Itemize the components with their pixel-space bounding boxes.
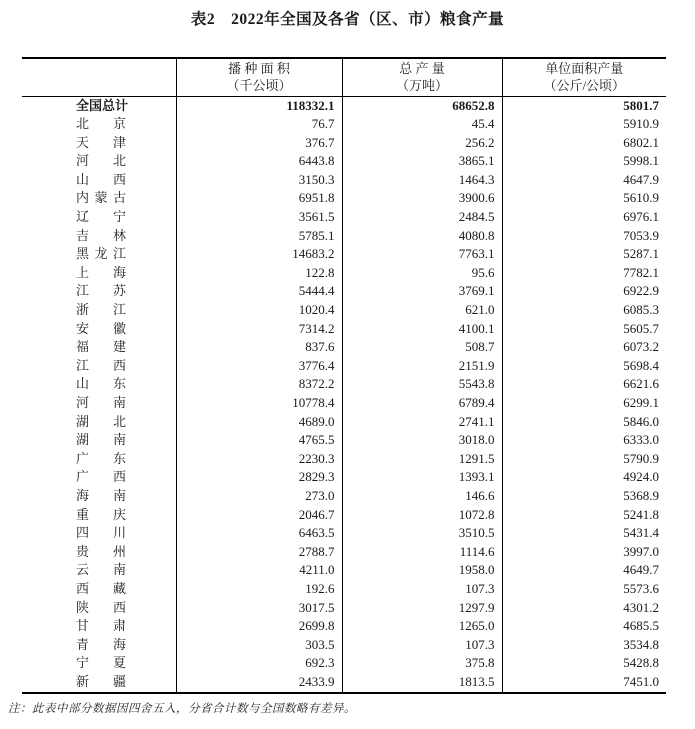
table-header — [22, 58, 666, 96]
value-cell: 303.5 — [176, 636, 342, 655]
region-cell — [22, 450, 176, 469]
value-cell: 5543.8 — [342, 375, 502, 394]
value-cell: 7763.1 — [342, 245, 502, 264]
table-row — [22, 96, 666, 115]
value-cell: 3776.4 — [176, 357, 342, 376]
value-cell: 5998.1 — [502, 152, 666, 171]
value-cell: 5846.0 — [502, 413, 666, 432]
region-cell — [22, 617, 176, 636]
value-cell: 621.0 — [342, 301, 502, 320]
region-cell — [22, 208, 176, 227]
region-name: 青海 — [76, 636, 126, 652]
value-cell: 6922.9 — [502, 282, 666, 301]
value-cell: 122.8 — [176, 264, 342, 283]
value-cell: 508.7 — [342, 338, 502, 357]
region-name: 内蒙古 — [76, 190, 126, 206]
value-cell: 5428.8 — [502, 654, 666, 673]
value-cell: 3900.6 — [342, 189, 502, 208]
region-cell — [22, 134, 176, 153]
value-cell: 5610.9 — [502, 189, 666, 208]
value-cell: 692.3 — [176, 654, 342, 673]
value-cell: 256.2 — [342, 134, 502, 153]
table-row — [22, 282, 666, 301]
table-row — [22, 636, 666, 655]
value-cell: 837.6 — [176, 338, 342, 357]
table-row — [22, 301, 666, 320]
value-cell: 6802.1 — [502, 134, 666, 153]
region-cell — [22, 264, 176, 283]
table-row — [22, 580, 666, 599]
value-cell: 1291.5 — [342, 450, 502, 469]
value-cell: 2484.5 — [342, 208, 502, 227]
table-row — [22, 264, 666, 283]
value-cell: 4301.2 — [502, 599, 666, 618]
value-cell: 4689.0 — [176, 413, 342, 432]
region-name: 全国总计 — [76, 97, 129, 113]
value-cell: 2788.7 — [176, 543, 342, 562]
table-row — [22, 654, 666, 673]
region-cell — [22, 599, 176, 618]
region-cell — [22, 96, 176, 115]
table-row — [22, 599, 666, 618]
region-name: 新疆 — [76, 673, 126, 689]
header-sown-area-unit: （千公顷） — [226, 78, 292, 94]
value-cell: 2230.3 — [176, 450, 342, 469]
table-row — [22, 506, 666, 525]
value-cell: 3510.5 — [342, 524, 502, 543]
value-cell: 1020.4 — [176, 301, 342, 320]
value-cell: 6085.3 — [502, 301, 666, 320]
value-cell: 1265.0 — [342, 617, 502, 636]
value-cell: 2829.3 — [176, 468, 342, 487]
region-name: 江苏 — [76, 283, 126, 299]
value-cell: 3150.3 — [176, 171, 342, 190]
value-cell: 5431.4 — [502, 524, 666, 543]
region-cell — [22, 357, 176, 376]
value-cell: 95.6 — [342, 264, 502, 283]
value-cell: 3865.1 — [342, 152, 502, 171]
region-name: 陕西 — [76, 599, 126, 615]
region-name: 广西 — [76, 469, 126, 485]
region-cell — [22, 152, 176, 171]
region-name: 宁夏 — [76, 655, 126, 671]
value-cell: 5910.9 — [502, 115, 666, 134]
region-cell — [22, 413, 176, 432]
region-name: 江西 — [76, 357, 126, 373]
value-cell: 5444.4 — [176, 282, 342, 301]
table-row — [22, 394, 666, 413]
value-cell: 3534.8 — [502, 636, 666, 655]
region-name: 辽宁 — [76, 209, 126, 225]
value-cell: 5605.7 — [502, 320, 666, 339]
region-cell — [22, 431, 176, 450]
table-row — [22, 431, 666, 450]
value-cell: 10778.4 — [176, 394, 342, 413]
value-cell: 4100.1 — [342, 320, 502, 339]
value-cell: 6463.5 — [176, 524, 342, 543]
value-cell: 2699.8 — [176, 617, 342, 636]
region-cell — [22, 524, 176, 543]
table-row — [22, 134, 666, 153]
value-cell: 5368.9 — [502, 487, 666, 506]
region-name: 天津 — [76, 134, 126, 150]
value-cell: 2046.7 — [176, 506, 342, 525]
header-yield-label: 单位面积产量 — [545, 61, 624, 77]
region-name: 山西 — [76, 171, 126, 187]
header-yield — [502, 58, 666, 96]
value-cell: 1114.6 — [342, 543, 502, 562]
table-row — [22, 468, 666, 487]
region-name: 北京 — [76, 116, 126, 132]
region-name: 黑龙江 — [76, 246, 126, 262]
value-cell: 5801.7 — [502, 96, 666, 115]
region-name: 福建 — [76, 339, 126, 355]
region-cell — [22, 171, 176, 190]
value-cell: 376.7 — [176, 134, 342, 153]
value-cell: 7782.1 — [502, 264, 666, 283]
table-row — [22, 189, 666, 208]
region-name: 山东 — [76, 376, 126, 392]
value-cell: 1464.3 — [342, 171, 502, 190]
region-cell — [22, 227, 176, 246]
value-cell: 3769.1 — [342, 282, 502, 301]
region-name: 甘肃 — [76, 618, 126, 634]
value-cell: 1072.8 — [342, 506, 502, 525]
region-cell — [22, 580, 176, 599]
value-cell: 4649.7 — [502, 561, 666, 580]
value-cell: 4765.5 — [176, 431, 342, 450]
table-row — [22, 208, 666, 227]
region-name: 贵州 — [76, 543, 126, 559]
value-cell: 273.0 — [176, 487, 342, 506]
region-cell — [22, 487, 176, 506]
table-row — [22, 450, 666, 469]
value-cell: 7053.9 — [502, 227, 666, 246]
region-name: 上海 — [76, 264, 126, 280]
table-row — [22, 543, 666, 562]
table-row — [22, 245, 666, 264]
region-cell — [22, 506, 176, 525]
region-name: 安徽 — [76, 320, 126, 336]
value-cell: 2741.1 — [342, 413, 502, 432]
region-cell — [22, 394, 176, 413]
value-cell: 14683.2 — [176, 245, 342, 264]
value-cell: 107.3 — [342, 580, 502, 599]
value-cell: 375.8 — [342, 654, 502, 673]
header-row — [22, 58, 666, 96]
region-cell — [22, 282, 176, 301]
table-row — [22, 413, 666, 432]
region-name: 四川 — [76, 525, 126, 541]
region-name: 海南 — [76, 487, 126, 503]
table-row — [22, 375, 666, 394]
value-cell: 3017.5 — [176, 599, 342, 618]
region-cell — [22, 636, 176, 655]
value-cell: 118332.1 — [176, 96, 342, 115]
region-name: 云南 — [76, 562, 126, 578]
value-cell: 68652.8 — [342, 96, 502, 115]
region-name: 浙江 — [76, 302, 126, 318]
page-title: 表2 2022年全国及各省（区、市）粮食产量 — [190, 11, 505, 28]
table-row — [22, 524, 666, 543]
region-name: 河南 — [76, 395, 126, 410]
value-cell: 5287.1 — [502, 245, 666, 264]
value-cell: 6951.8 — [176, 189, 342, 208]
value-cell: 1958.0 — [342, 561, 502, 580]
table-row — [22, 487, 666, 506]
table-row — [22, 561, 666, 580]
table-row — [22, 338, 666, 357]
value-cell: 2433.9 — [176, 673, 342, 693]
region-cell — [22, 673, 176, 693]
footnote: 注：此表中部分数据因四舍五入，分省合计数与全国数略有差异。 — [8, 702, 356, 715]
header-total-output-unit: （万吨） — [395, 78, 448, 94]
value-cell: 1297.9 — [342, 599, 502, 618]
table-row — [22, 617, 666, 636]
region-cell — [22, 338, 176, 357]
table-row — [22, 171, 666, 190]
value-cell: 7451.0 — [502, 673, 666, 693]
region-cell — [22, 189, 176, 208]
value-cell: 3561.5 — [176, 208, 342, 227]
value-cell: 6976.1 — [502, 208, 666, 227]
value-cell: 5573.6 — [502, 580, 666, 599]
region-name: 河北 — [76, 153, 126, 169]
value-cell: 6621.6 — [502, 375, 666, 394]
value-cell: 5241.8 — [502, 506, 666, 525]
table-body — [22, 96, 666, 693]
region-cell — [22, 320, 176, 339]
value-cell: 1813.5 — [342, 673, 502, 693]
value-cell: 4924.0 — [502, 468, 666, 487]
region-cell — [22, 375, 176, 394]
table-row — [22, 673, 666, 693]
value-cell: 76.7 — [176, 115, 342, 134]
header-total-output-label: 总 产 量 — [399, 61, 445, 77]
value-cell: 107.3 — [342, 636, 502, 655]
value-cell: 8372.2 — [176, 375, 342, 394]
region-name: 湖北 — [76, 413, 126, 429]
region-name: 西藏 — [76, 580, 126, 596]
value-cell: 4685.5 — [502, 617, 666, 636]
value-cell: 6073.2 — [502, 338, 666, 357]
value-cell: 6443.8 — [176, 152, 342, 171]
value-cell: 3997.0 — [502, 543, 666, 562]
region-cell — [22, 654, 176, 673]
region-name: 重庆 — [76, 506, 126, 522]
value-cell: 5790.9 — [502, 450, 666, 469]
region-name: 广东 — [76, 450, 126, 466]
value-cell: 4080.8 — [342, 227, 502, 246]
table-row — [22, 115, 666, 134]
table-row — [22, 152, 666, 171]
header-sown-area — [176, 58, 342, 96]
region-name: 吉林 — [76, 227, 126, 243]
value-cell: 5698.4 — [502, 357, 666, 376]
value-cell: 6333.0 — [502, 431, 666, 450]
region-name: 湖南 — [76, 432, 126, 448]
region-cell — [22, 301, 176, 320]
value-cell: 7314.2 — [176, 320, 342, 339]
value-cell: 4211.0 — [176, 561, 342, 580]
value-cell: 4647.9 — [502, 171, 666, 190]
region-cell — [22, 245, 176, 264]
region-cell — [22, 561, 176, 580]
region-cell — [22, 115, 176, 134]
header-sown-area-label: 播 种 面 积 — [228, 61, 290, 77]
table-row — [22, 227, 666, 246]
value-cell: 3018.0 — [342, 431, 502, 450]
table-row — [22, 357, 666, 376]
table-row — [22, 320, 666, 339]
value-cell: 192.6 — [176, 580, 342, 599]
value-cell: 2151.9 — [342, 357, 502, 376]
header-region-cell — [22, 58, 176, 96]
region-cell — [22, 468, 176, 487]
value-cell: 146.6 — [342, 487, 502, 506]
region-cell — [22, 543, 176, 562]
value-cell: 45.4 — [342, 115, 502, 134]
header-total-output — [342, 58, 502, 96]
value-cell: 1393.1 — [342, 468, 502, 487]
value-cell: 6299.1 — [502, 394, 666, 413]
grain-production-table — [22, 57, 666, 694]
value-cell: 6789.4 — [342, 394, 502, 413]
value-cell: 5785.1 — [176, 227, 342, 246]
header-yield-unit: （公斤/公顷） — [543, 78, 626, 94]
